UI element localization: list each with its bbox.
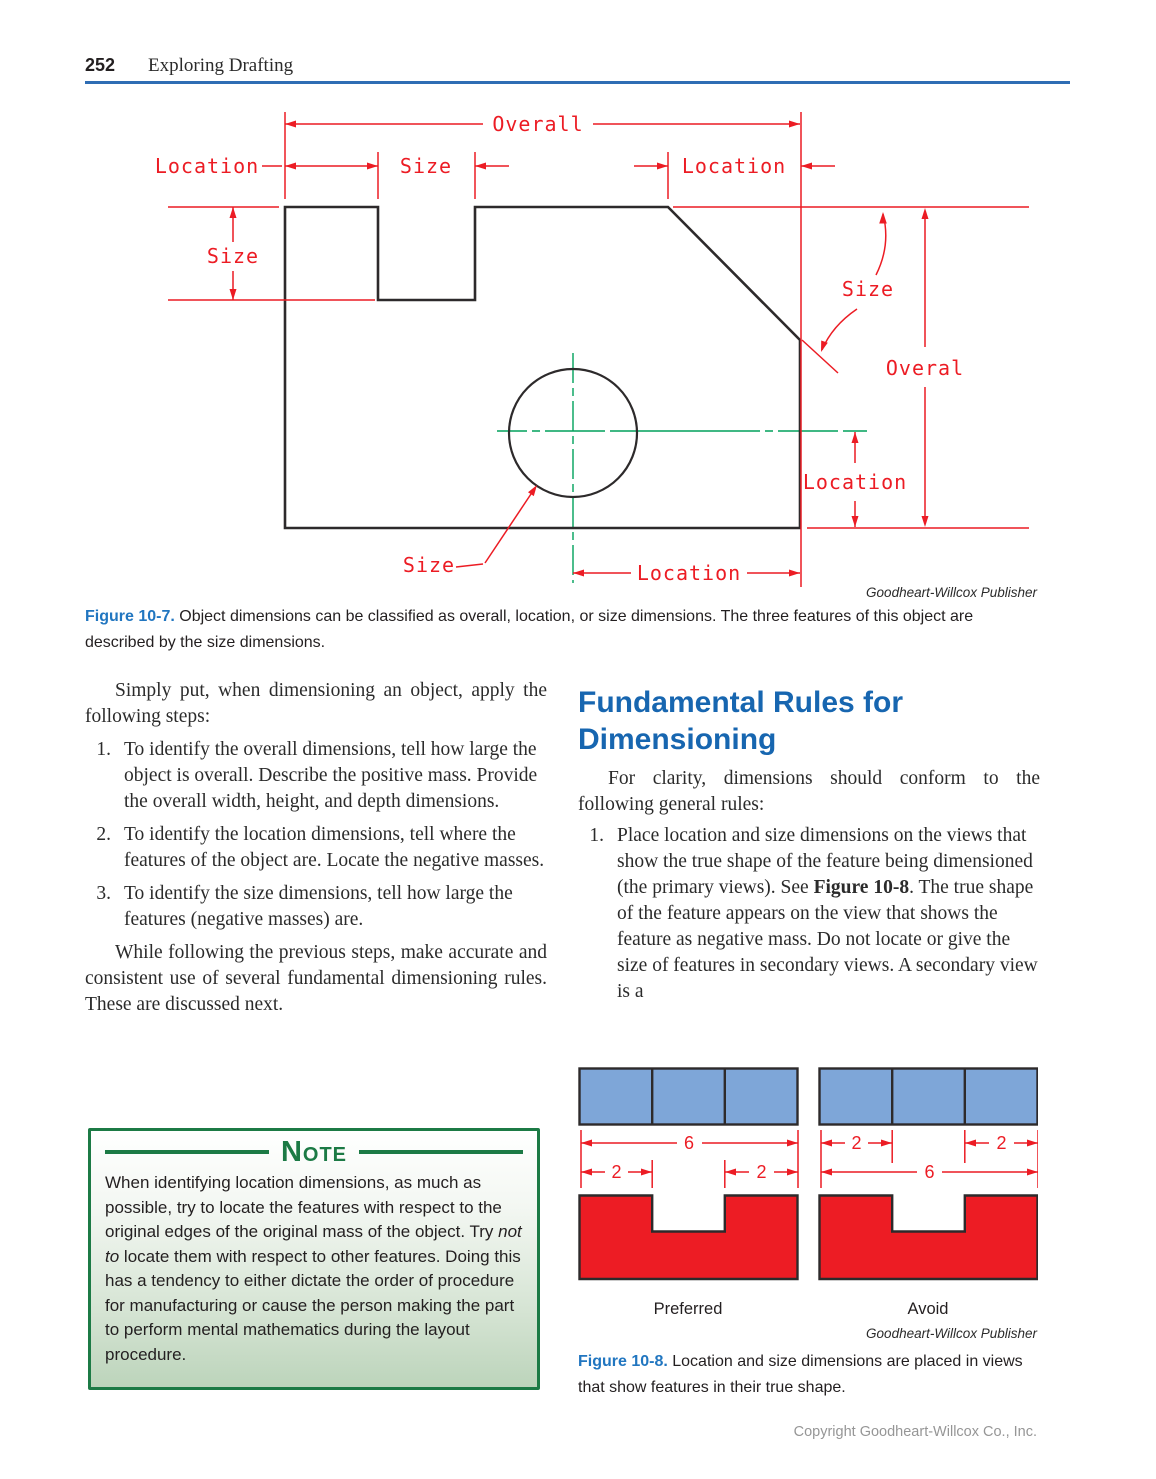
arrowhead (657, 163, 668, 170)
list-number: 2. (96, 824, 111, 845)
arrowhead (573, 570, 584, 577)
section-heading: Fundamental Rules for Dimensioning (578, 686, 904, 756)
note-title-row (105, 1137, 523, 1167)
list-number: 1. (589, 825, 604, 846)
label-overall-top: Overall (492, 112, 584, 136)
label-size-chamfer: Size (841, 277, 895, 301)
arrowhead (230, 207, 237, 218)
arrowhead (475, 163, 486, 170)
list-number: 3. (96, 883, 111, 904)
figure-10-7-caption (85, 604, 1040, 656)
arrowhead (789, 570, 800, 577)
top-view-avoid (820, 1069, 1038, 1125)
list-text-part2: . The true shape of the feature appears on the view that shows the feature as negative mass. Do not locate or give the size of features in secondary views. A secondary view is a (617, 877, 1038, 1002)
arrowhead (230, 289, 237, 300)
note-text (105, 1171, 523, 1367)
list-text: To identify the size dimensions, tell how large the features (negative masses) are. (124, 883, 513, 930)
top-view-preferred (580, 1069, 798, 1125)
figure-10-7-credit: Goodheart-Willcox Publisher (866, 585, 1037, 600)
list-text: To identify the location dimensions, tell where the features of the object are. Locate the negative masses. (124, 824, 545, 871)
arrowhead (922, 516, 929, 527)
figure-10-7-caption-label: Figure 10-7. (85, 608, 175, 625)
page-number: 252 (85, 55, 116, 75)
arrowhead (821, 1169, 832, 1176)
note-text-part2: locate them with respect to other features. Doing this has a tendency to either dictate the order of procedure for manufacturing or cause the person making the part to perform mental mathematics during the layout procedure. (105, 1246, 521, 1364)
label-location-right-side: Location (802, 470, 908, 494)
arrowhead (641, 1169, 652, 1176)
label-size-hole: Size (402, 553, 456, 577)
arrowhead (922, 208, 929, 219)
header-rule (85, 81, 1070, 84)
label-location-bottom: Location (636, 561, 742, 585)
copyright-footer: Copyright Goodheart-Willcox Co., Inc. (793, 1424, 1037, 1440)
arrowhead (821, 341, 828, 353)
leader-line (485, 488, 535, 563)
figure-10-8-caption-text: Location and size dimensions are placed in views that show features in their true shape. (578, 1353, 1023, 1396)
arrowhead (852, 432, 859, 443)
list-text (617, 823, 1040, 1005)
list-text: To identify the overall dimensions, tell how large the object is overall. Describe the positive mass. Provide the overall width, height, and depth dimensions. (124, 739, 538, 812)
arrowhead (367, 163, 378, 170)
front-view-preferred (580, 1196, 798, 1280)
figure-10-7-drawing (85, 95, 1075, 600)
left-column (85, 678, 547, 1018)
arrowhead (787, 1169, 798, 1176)
arrowhead (285, 163, 296, 170)
arrowhead (725, 1169, 736, 1176)
label-size-left: Size (206, 244, 260, 268)
paragraph: While following the previous steps, make accurate and consistent use of several fundamental dimensioning rules. These are discussed next. (85, 942, 547, 1015)
dim-2-avoid-left: 2 (851, 1133, 862, 1153)
figure-10-8-caption (578, 1349, 1040, 1401)
arrowhead (852, 516, 859, 527)
arrowhead (787, 1140, 798, 1147)
dim-2-preferred-right: 2 (756, 1162, 767, 1182)
list-item (85, 822, 547, 874)
arrowhead (881, 1140, 892, 1147)
note-text-italic: not to (105, 1222, 522, 1266)
note-rule-left (105, 1150, 269, 1154)
right-column (578, 684, 1040, 1005)
note-text-part1: When identifying location dimensions, as much as possible, try to locate the features with respect to the original edges of the original mass of the object. Try (105, 1173, 502, 1241)
figure-10-8-credit: Goodheart-Willcox Publisher (866, 1326, 1037, 1341)
label-location-left: Location (154, 154, 260, 178)
label-location-right-top: Location (681, 154, 787, 178)
paragraph: For clarity, dimensions should conform to the following general rules: (578, 768, 1040, 815)
dim-2-preferred-left: 2 (611, 1162, 622, 1182)
list-number: 1. (96, 739, 111, 760)
note-rule-right (359, 1150, 523, 1154)
leader-dash (456, 564, 483, 567)
note-box (88, 1128, 540, 1390)
label-overall-right: Overal (885, 356, 965, 380)
label-size-notch: Size (399, 154, 453, 178)
arrowhead (581, 1140, 592, 1147)
front-view-avoid (820, 1196, 1038, 1280)
arrowhead (801, 163, 812, 170)
dim-6-avoid: 6 (924, 1162, 935, 1182)
arrowhead (1027, 1169, 1038, 1176)
chamfer-tick (802, 340, 838, 373)
book-title: Exploring Drafting (148, 55, 294, 76)
preferred-label: Preferred (653, 1300, 723, 1318)
figure-10-7-caption-text: Object dimensions can be classified as overall, location, or size dimensions. The three features of this object are described by the size dimensions. (85, 608, 974, 651)
leader-curve (822, 309, 857, 350)
dim-6-preferred: 6 (683, 1133, 695, 1153)
dim-2-avoid-right: 2 (996, 1133, 1007, 1153)
object-outline (285, 207, 800, 528)
numbered-list (85, 737, 547, 933)
arrowhead (581, 1169, 592, 1176)
arrowhead (821, 1140, 832, 1147)
arrowhead (528, 485, 537, 496)
arrowhead (789, 121, 800, 128)
figure-reference: Figure 10-8 (813, 877, 910, 898)
list-item (578, 823, 1040, 1005)
list-item (85, 737, 547, 815)
paragraph: Simply put, when dimensioning an object, apply the following steps: (85, 680, 547, 727)
list-text-part1: Place location and size dimensions on the views that show the true shape of the feature being dimensioned (the primary views). See (617, 825, 1033, 898)
avoid-label: Avoid (907, 1300, 949, 1318)
figure-10-8-drawing (578, 1060, 1038, 1290)
note-title: Note (280, 1136, 348, 1168)
list-item (85, 881, 547, 933)
arrowhead (285, 121, 296, 128)
arrowhead (1027, 1140, 1038, 1147)
figure-10-8-caption-label: Figure 10-8. (578, 1353, 668, 1370)
arrowhead (965, 1140, 976, 1147)
arrowhead (879, 212, 887, 224)
